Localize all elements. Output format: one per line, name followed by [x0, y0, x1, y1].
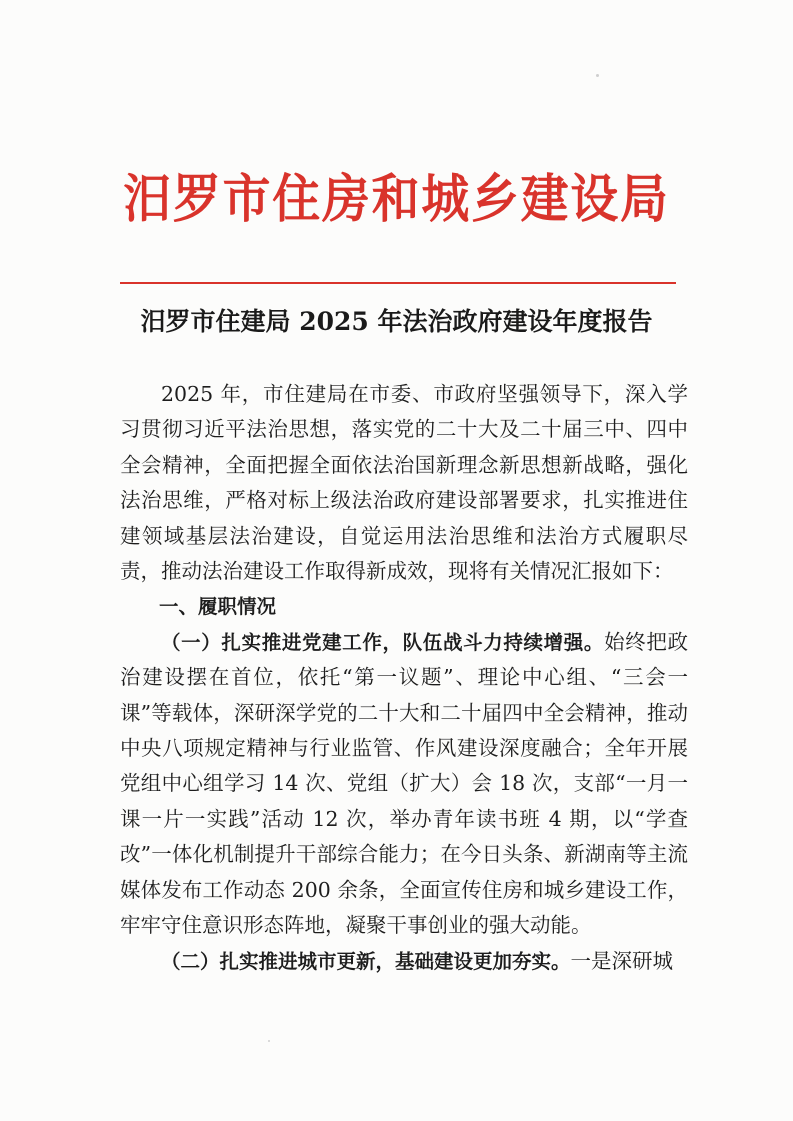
item-2-lead: （二）扎实推进城市更新，基础建设更加夯实。	[161, 949, 571, 973]
section-heading-performance: 一、履职情况	[159, 595, 277, 619]
intro-paragraph: 2025 年，市住建局在市委、市政府坚强领导下，深入学习贯彻习近平法治思想，落实党的二十大及二十届三中、四中全会精神，全面把握全面依法治国新理念新思想新战略，强化法治思维，严格对标上级法治政府建设部署要求，扎实推进住建领域基层法治建设，自觉运用法治思维和法治方式履职尽责，推动法治建设工作取得新成效，现将有关情况汇报如下：	[120, 382, 688, 584]
letterhead-red-rule	[120, 282, 676, 284]
scan-speck	[596, 74, 599, 77]
report-title: 汨罗市住建局 2025 年法治政府建设年度报告	[140, 307, 653, 336]
report-body	[120, 377, 688, 979]
item-1-paragraph	[120, 625, 688, 944]
scan-speck	[268, 1040, 270, 1042]
item-2-paragraph	[120, 944, 688, 979]
item-1-lead: （一）扎实推进党建工作，队伍战斗力持续增强。	[161, 630, 605, 654]
item-2-body: 一是深研城	[570, 948, 674, 973]
item-1-body: 始终把政治建设摆在首位，依托“第一议题”、理论中心组、“三会一课”等载体，深研深学党的二十大和二十届四中全会精神，推动中央八项规定精神与行业监管、作风建设深度融合；全年开展党组中心组学习 14 次、党组（扩大）会 18 次，支部“一月一课一片一实践”活动 12 次，举办青年读书班 4 期，以“学查改”一体化机制提升干部综合能力；在今日头条、新湖南等主流媒体发布工作动态 200 余条，全面宣传住房和城乡建设工作，牢牢守住意识形态阵地，凝聚干事创业的强大动能。	[120, 629, 688, 938]
letterhead-org-name: 汨罗市住房和城乡建设局	[123, 169, 670, 230]
